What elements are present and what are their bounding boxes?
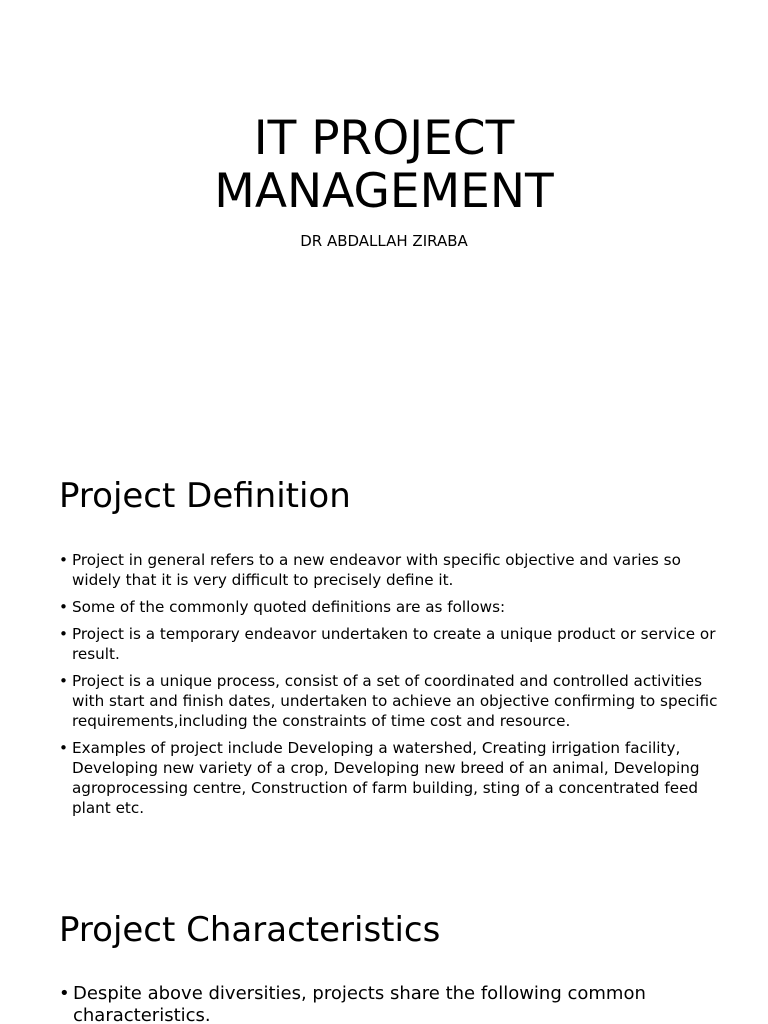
- author-subtitle: DR ABDALLAH ZIRABA: [300, 232, 468, 250]
- bullet-text: Project in general refers to a new endeavor with specific objective and varies so widely that it is very difficult to precisely define it.: [72, 551, 681, 590]
- bullet-icon: •: [59, 671, 68, 690]
- definition-bullet-list: [59, 550, 719, 825]
- bullet-icon: •: [59, 551, 68, 569]
- list-item: [59, 983, 719, 1024]
- bullet-text: Project is a unique process, consist of a set of coordinated and controlled activities with start and finish dates, undertaken to achieve an objective confirming to specific requirements,including the constraints of time cost and resource.: [72, 671, 718, 730]
- bullet-icon: •: [59, 983, 70, 1004]
- title-line-1: IT PROJECT: [253, 111, 515, 166]
- bullet-icon: •: [59, 624, 68, 643]
- characteristics-heading: Project Characteristics: [59, 910, 441, 950]
- definition-heading: Project Definition: [59, 476, 351, 516]
- list-item: [59, 624, 719, 664]
- list-item: [59, 550, 719, 590]
- characteristics-slide: [0, 868, 768, 1024]
- list-item: [59, 671, 719, 732]
- bullet-icon: •: [59, 738, 68, 757]
- bullet-text: Despite above diversities, projects share the following common characteristics.: [73, 983, 646, 1024]
- bullet-icon: •: [59, 597, 68, 616]
- characteristics-bullet-list: [59, 983, 719, 1024]
- document-title: [0, 112, 768, 218]
- list-item: [59, 597, 719, 617]
- bullet-text: Examples of project include Developing a watershed, Creating irrigation facility, Developing new variety of a crop, Developing new breed of an animal, Developing agroprocessing centre, Construction of farm building, sting of a concentrated feed plant etc.: [72, 738, 700, 818]
- definition-slide: [0, 434, 768, 866]
- list-item: [59, 738, 719, 819]
- bullet-text: Project is a temporary endeavor undertaken to create a unique product or service or result.: [72, 624, 716, 663]
- title-slide: [0, 0, 768, 432]
- bullet-text: Some of the commonly quoted definitions are as follows:: [72, 597, 506, 616]
- title-line-2: MANAGEMENT: [214, 164, 554, 219]
